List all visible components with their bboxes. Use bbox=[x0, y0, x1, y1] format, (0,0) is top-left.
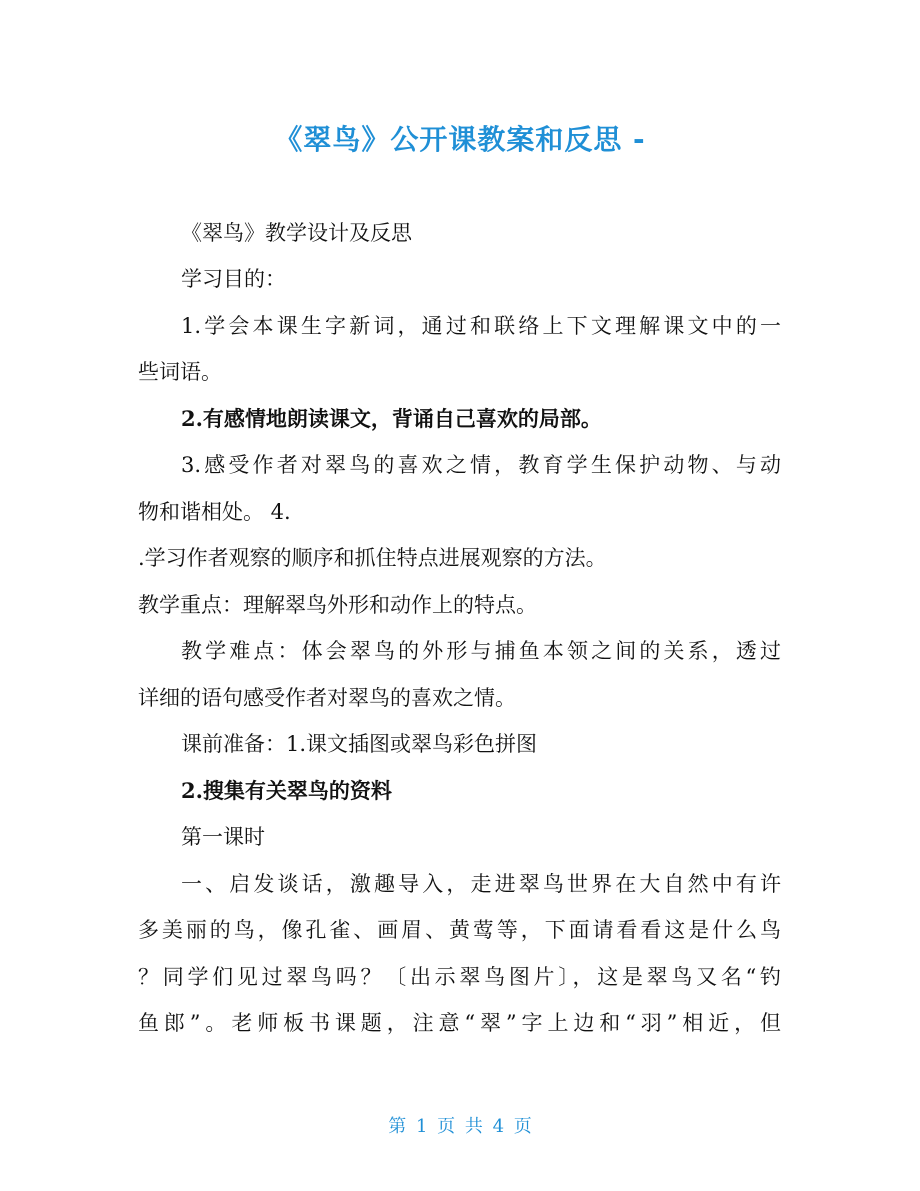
preparation-1: 课前准备：1.课文插图或翠鸟彩色拼图 bbox=[181, 732, 538, 756]
objective-4: .学习作者观察的顺序和抓住特点进展观察的方法。 bbox=[138, 546, 607, 570]
objective-1-line-2: 些词语。 bbox=[138, 360, 222, 384]
preparation-2: 2.搜集有关翠鸟的资料 bbox=[181, 778, 392, 803]
objective-3-line-1: 3.感受作者对翠鸟的喜欢之情，教育学生保护动物、与动 bbox=[181, 453, 781, 477]
objective-2: 2.有感情地朗读课文，背诵自己喜欢的局部。 bbox=[181, 406, 602, 431]
objectives-label: 学习目的： bbox=[181, 267, 286, 291]
paragraph-line-1: 一、启发谈话，激趣导入，走进翠鸟世界在大自然中有许 bbox=[181, 872, 781, 896]
lesson-heading: 第一课时 bbox=[181, 825, 265, 849]
page-number-footer: 第 1 页 共 4 页 bbox=[388, 1116, 532, 1137]
document-title: 《翠鸟》公开课教案和反思 - bbox=[274, 123, 646, 156]
paragraph-line-4: 鱼郎”。老师板书课题，注意“翠”字上边和“羽”相近，但 bbox=[138, 1011, 781, 1035]
teaching-difficulty-line-1: 教学难点：体会翠鸟的外形与捕鱼本领之间的关系，透过 bbox=[181, 639, 781, 663]
paragraph-line-2: 多美丽的鸟，像孔雀、画眉、黄莺等，下面请看看这是什么鸟 bbox=[138, 918, 781, 942]
teaching-difficulty-line-2: 详细的语句感受作者对翠鸟的喜欢之情。 bbox=[138, 686, 516, 710]
objective-1-line-1: 1.学会本课生字新词，通过和联络上下文理解课文中的一 bbox=[181, 314, 781, 338]
teaching-focus: 教学重点：理解翠鸟外形和动作上的特点。 bbox=[138, 593, 537, 617]
section-heading: 《翠鸟》教学设计及反思 bbox=[181, 221, 412, 245]
objective-3-line-2: 物和谐相处。 4. bbox=[138, 500, 291, 524]
paragraph-line-3: ？同学们见过翠鸟吗？〔出示翠鸟图片〕，这是翠鸟又名“钓 bbox=[138, 965, 781, 989]
